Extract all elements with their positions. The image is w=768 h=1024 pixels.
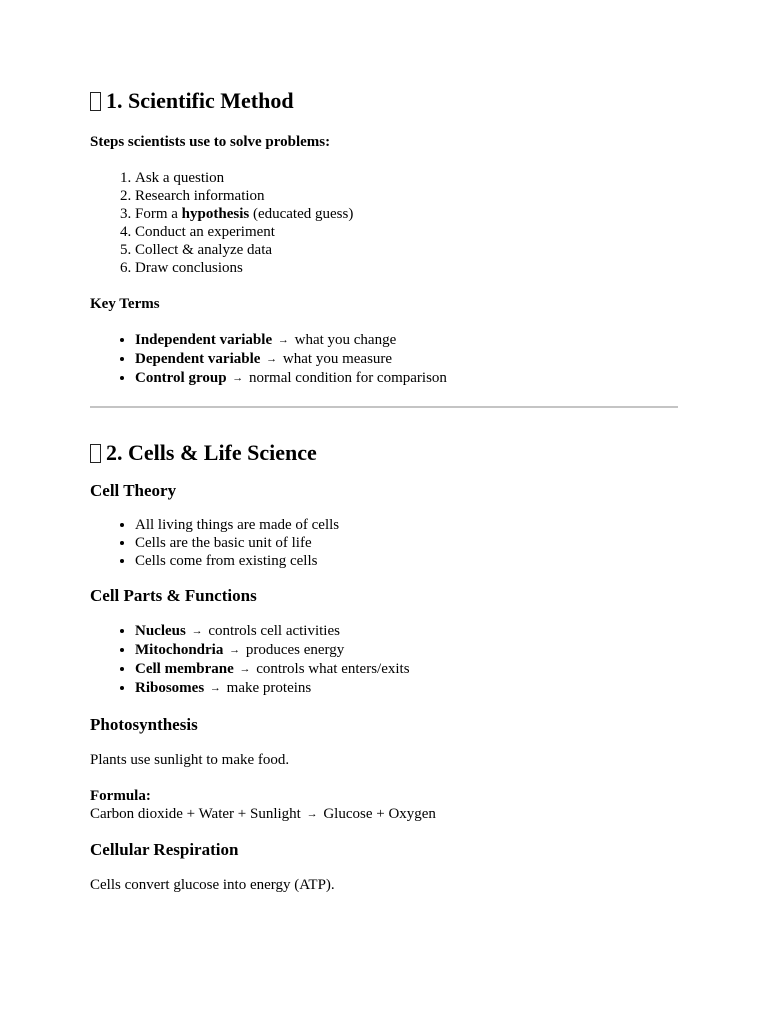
scientific-method-steps <box>90 169 678 277</box>
arrow-icon: → <box>229 643 241 656</box>
section-1-heading <box>90 88 678 114</box>
photosynthesis-title: Photosynthesis <box>90 714 198 734</box>
cell-theory-list <box>90 516 678 570</box>
key-terms-title: Key Terms <box>90 296 160 313</box>
cell-part-item: • Mitochondria → produces energy <box>135 641 678 660</box>
step-item: 2. Research information <box>135 187 678 205</box>
arrow-icon: → <box>277 334 289 347</box>
key-term-item: • Dependent variable → what you measure <box>135 350 678 369</box>
missing-glyph-icon <box>90 444 101 463</box>
list-item: • Cells come from existing cells <box>135 552 678 570</box>
document-page <box>90 88 678 894</box>
formula-label: Formula: <box>90 787 151 804</box>
formula-block <box>90 787 678 824</box>
key-term-item: • Control group → normal condition for comparison <box>135 369 678 388</box>
photosynthesis-text: Plants use sunlight to make food. <box>90 751 290 768</box>
missing-glyph-icon <box>90 92 101 111</box>
step-item: 1. Ask a question <box>135 169 678 187</box>
formula-left: Carbon dioxide + Water + Sunlight <box>90 805 301 822</box>
arrow-icon: → <box>266 353 278 366</box>
respiration-title: Cellular Respiration <box>90 839 239 859</box>
step-item: 5. Collect & analyze data <box>135 241 678 259</box>
cell-part-item: • Ribosomes → make proteins <box>135 679 678 698</box>
step-item: 6. Draw conclusions <box>135 259 678 277</box>
respiration-text: Cells convert glucose into energy (ATP). <box>90 877 335 894</box>
arrow-icon: → <box>306 807 318 820</box>
key-terms-list <box>90 331 678 388</box>
arrow-icon: → <box>191 624 203 637</box>
section-2-heading <box>90 440 678 466</box>
list-item: • Cells are the basic unit of life <box>135 534 678 552</box>
section-2-heading-text: 2. Cells & Life Science <box>106 440 317 466</box>
step-item: 3. Form a hypothesis (educated guess) <box>135 205 678 223</box>
cell-theory-title: Cell Theory <box>90 480 177 500</box>
list-item: • All living things are made of cells <box>135 516 678 534</box>
formula-right: Glucose + Oxygen <box>323 805 436 822</box>
cell-parts-list <box>90 622 678 698</box>
arrow-icon: → <box>232 372 244 385</box>
arrow-icon: → <box>239 662 251 675</box>
arrow-icon: → <box>209 681 221 694</box>
cell-part-item: • Cell membrane → controls what enters/exits <box>135 660 678 679</box>
scientific-method-intro: Steps scientists use to solve problems: <box>90 134 331 151</box>
cell-part-item: • Nucleus → controls cell activities <box>135 622 678 641</box>
section-1-heading-text: 1. Scientific Method <box>106 88 294 113</box>
cell-parts-title: Cell Parts & Functions <box>90 586 257 606</box>
hypothesis-term: hypothesis <box>181 206 250 223</box>
key-term-item: • Independent variable → what you change <box>135 331 678 350</box>
step-item: 4. Conduct an experiment <box>135 223 678 241</box>
